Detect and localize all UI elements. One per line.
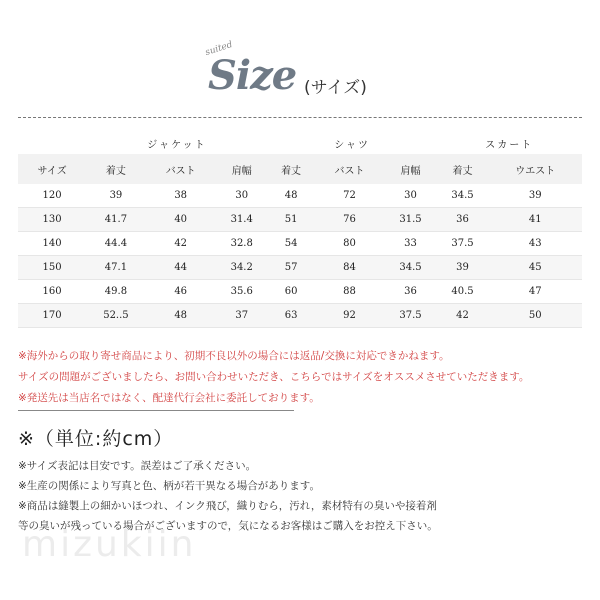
table-cell: 52..5 xyxy=(86,304,145,328)
table-cell: 92 xyxy=(314,304,384,328)
header-skirt-waist: ウエスト xyxy=(488,154,582,184)
table-cell: 39 xyxy=(488,184,582,208)
table-cell: 35.6 xyxy=(216,280,268,304)
table-cell: 31.4 xyxy=(216,208,268,232)
warning-note: サイズの問題がございましたら、お問い合わせいただき、こちらではサイズをオススメさせていただきます。 xyxy=(18,371,530,383)
table-cell: 30 xyxy=(216,184,268,208)
table-cell: 57 xyxy=(268,256,315,280)
table-cell: 41 xyxy=(488,208,582,232)
table-cell: 43 xyxy=(488,232,582,256)
table-cell: 120 xyxy=(18,184,86,208)
table-cell: 48 xyxy=(146,304,216,328)
table-cell: 34.2 xyxy=(216,256,268,280)
table-cell: 42 xyxy=(146,232,216,256)
table-cell: 33 xyxy=(384,232,436,256)
table-cell: 60 xyxy=(268,280,315,304)
table-cell: 44 xyxy=(146,256,216,280)
header-size: サイズ xyxy=(18,154,86,184)
table-cell: 42 xyxy=(436,304,488,328)
logo-subtitle: suited xyxy=(204,39,234,59)
header-skirt-length: 着丈 xyxy=(436,154,488,184)
table-row xyxy=(18,184,582,208)
table-row xyxy=(18,256,582,280)
table-cell: 32.8 xyxy=(216,232,268,256)
table-cell: 37 xyxy=(216,304,268,328)
info-note: ※商品は縫製上の細かいほつれ、インク飛び，織りむら，汚れ，素材特有の臭いや接着剤 xyxy=(18,500,437,512)
table-cell: 160 xyxy=(18,280,86,304)
header-shirt-bust: バスト xyxy=(314,154,384,184)
logo-title: Size xyxy=(208,52,297,99)
table-cell: 44.4 xyxy=(86,232,145,256)
group-jacket: ジャケット xyxy=(147,139,207,151)
table-cell: 36 xyxy=(384,280,436,304)
table-cell: 38 xyxy=(146,184,216,208)
table-row xyxy=(18,208,582,232)
table-cell: 41.7 xyxy=(86,208,145,232)
info-note: ※サイズ表記は目安です。誤差はご了承ください。 xyxy=(18,460,257,472)
group-skirt: スカート xyxy=(485,139,534,151)
table-cell: 47 xyxy=(488,280,582,304)
divider xyxy=(18,410,294,411)
header xyxy=(0,40,600,110)
table-header-row xyxy=(18,154,582,184)
table-cell: 36 xyxy=(436,208,488,232)
warning-notes xyxy=(18,346,588,409)
table-cell: 48 xyxy=(268,184,315,208)
info-note: ※生産の関係により写真と色、柄が若干異なる場合があります。 xyxy=(18,480,320,492)
table-cell: 37.5 xyxy=(436,232,488,256)
table-cell: 39 xyxy=(86,184,145,208)
watermark: mizukiin xyxy=(22,524,197,565)
table-cell: 34.5 xyxy=(436,184,488,208)
table-cell: 54 xyxy=(268,232,315,256)
group-empty xyxy=(18,132,86,154)
table-cell: 51 xyxy=(268,208,315,232)
header-jacket-shoulder: 肩幅 xyxy=(216,154,268,184)
table-cell: 37.5 xyxy=(384,304,436,328)
header-jacket-length: 着丈 xyxy=(86,154,145,184)
table-row xyxy=(18,232,582,256)
size-table xyxy=(18,132,582,328)
info-note: 等の臭いが残っている場合がございますので，気になるお客様はご購入をお控え下さい。 xyxy=(18,520,438,532)
table-cell: 40.5 xyxy=(436,280,488,304)
table-cell: 50 xyxy=(488,304,582,328)
unit-label: ※（単位:約cm） xyxy=(18,428,174,450)
table-cell: 46 xyxy=(146,280,216,304)
warning-note: ※発送先は当店名ではなく、配達代行会社に委託しております。 xyxy=(18,392,320,404)
table-cell: 84 xyxy=(314,256,384,280)
header-shirt-length: 着丈 xyxy=(268,154,315,184)
table-row xyxy=(18,280,582,304)
table-cell: 34.5 xyxy=(384,256,436,280)
table-cell: 45 xyxy=(488,256,582,280)
warning-note: ※海外からの取り寄せ商品により、初期不良以外の場合には返品/交換に対応できかねます。 xyxy=(18,350,450,362)
table-cell: 150 xyxy=(18,256,86,280)
table-cell: 140 xyxy=(18,232,86,256)
table-cell: 30 xyxy=(384,184,436,208)
table-cell: 49.8 xyxy=(86,280,145,304)
table-group-row xyxy=(18,132,582,154)
group-shirt: シャツ xyxy=(334,139,370,151)
table-cell: 130 xyxy=(18,208,86,232)
table-cell: 39 xyxy=(436,256,488,280)
table-cell: 47.1 xyxy=(86,256,145,280)
header-jacket-bust: バスト xyxy=(146,154,216,184)
table-cell: 80 xyxy=(314,232,384,256)
table-cell: 40 xyxy=(146,208,216,232)
table-cell: 31.5 xyxy=(384,208,436,232)
logo-paren: (サイズ) xyxy=(304,78,367,98)
table-cell: 72 xyxy=(314,184,384,208)
header-shirt-shoulder: 肩幅 xyxy=(384,154,436,184)
table-cell: 88 xyxy=(314,280,384,304)
table-row xyxy=(18,304,582,328)
table-cell: 170 xyxy=(18,304,86,328)
dashed-divider xyxy=(18,117,582,118)
table-cell: 76 xyxy=(314,208,384,232)
table-cell: 63 xyxy=(268,304,315,328)
